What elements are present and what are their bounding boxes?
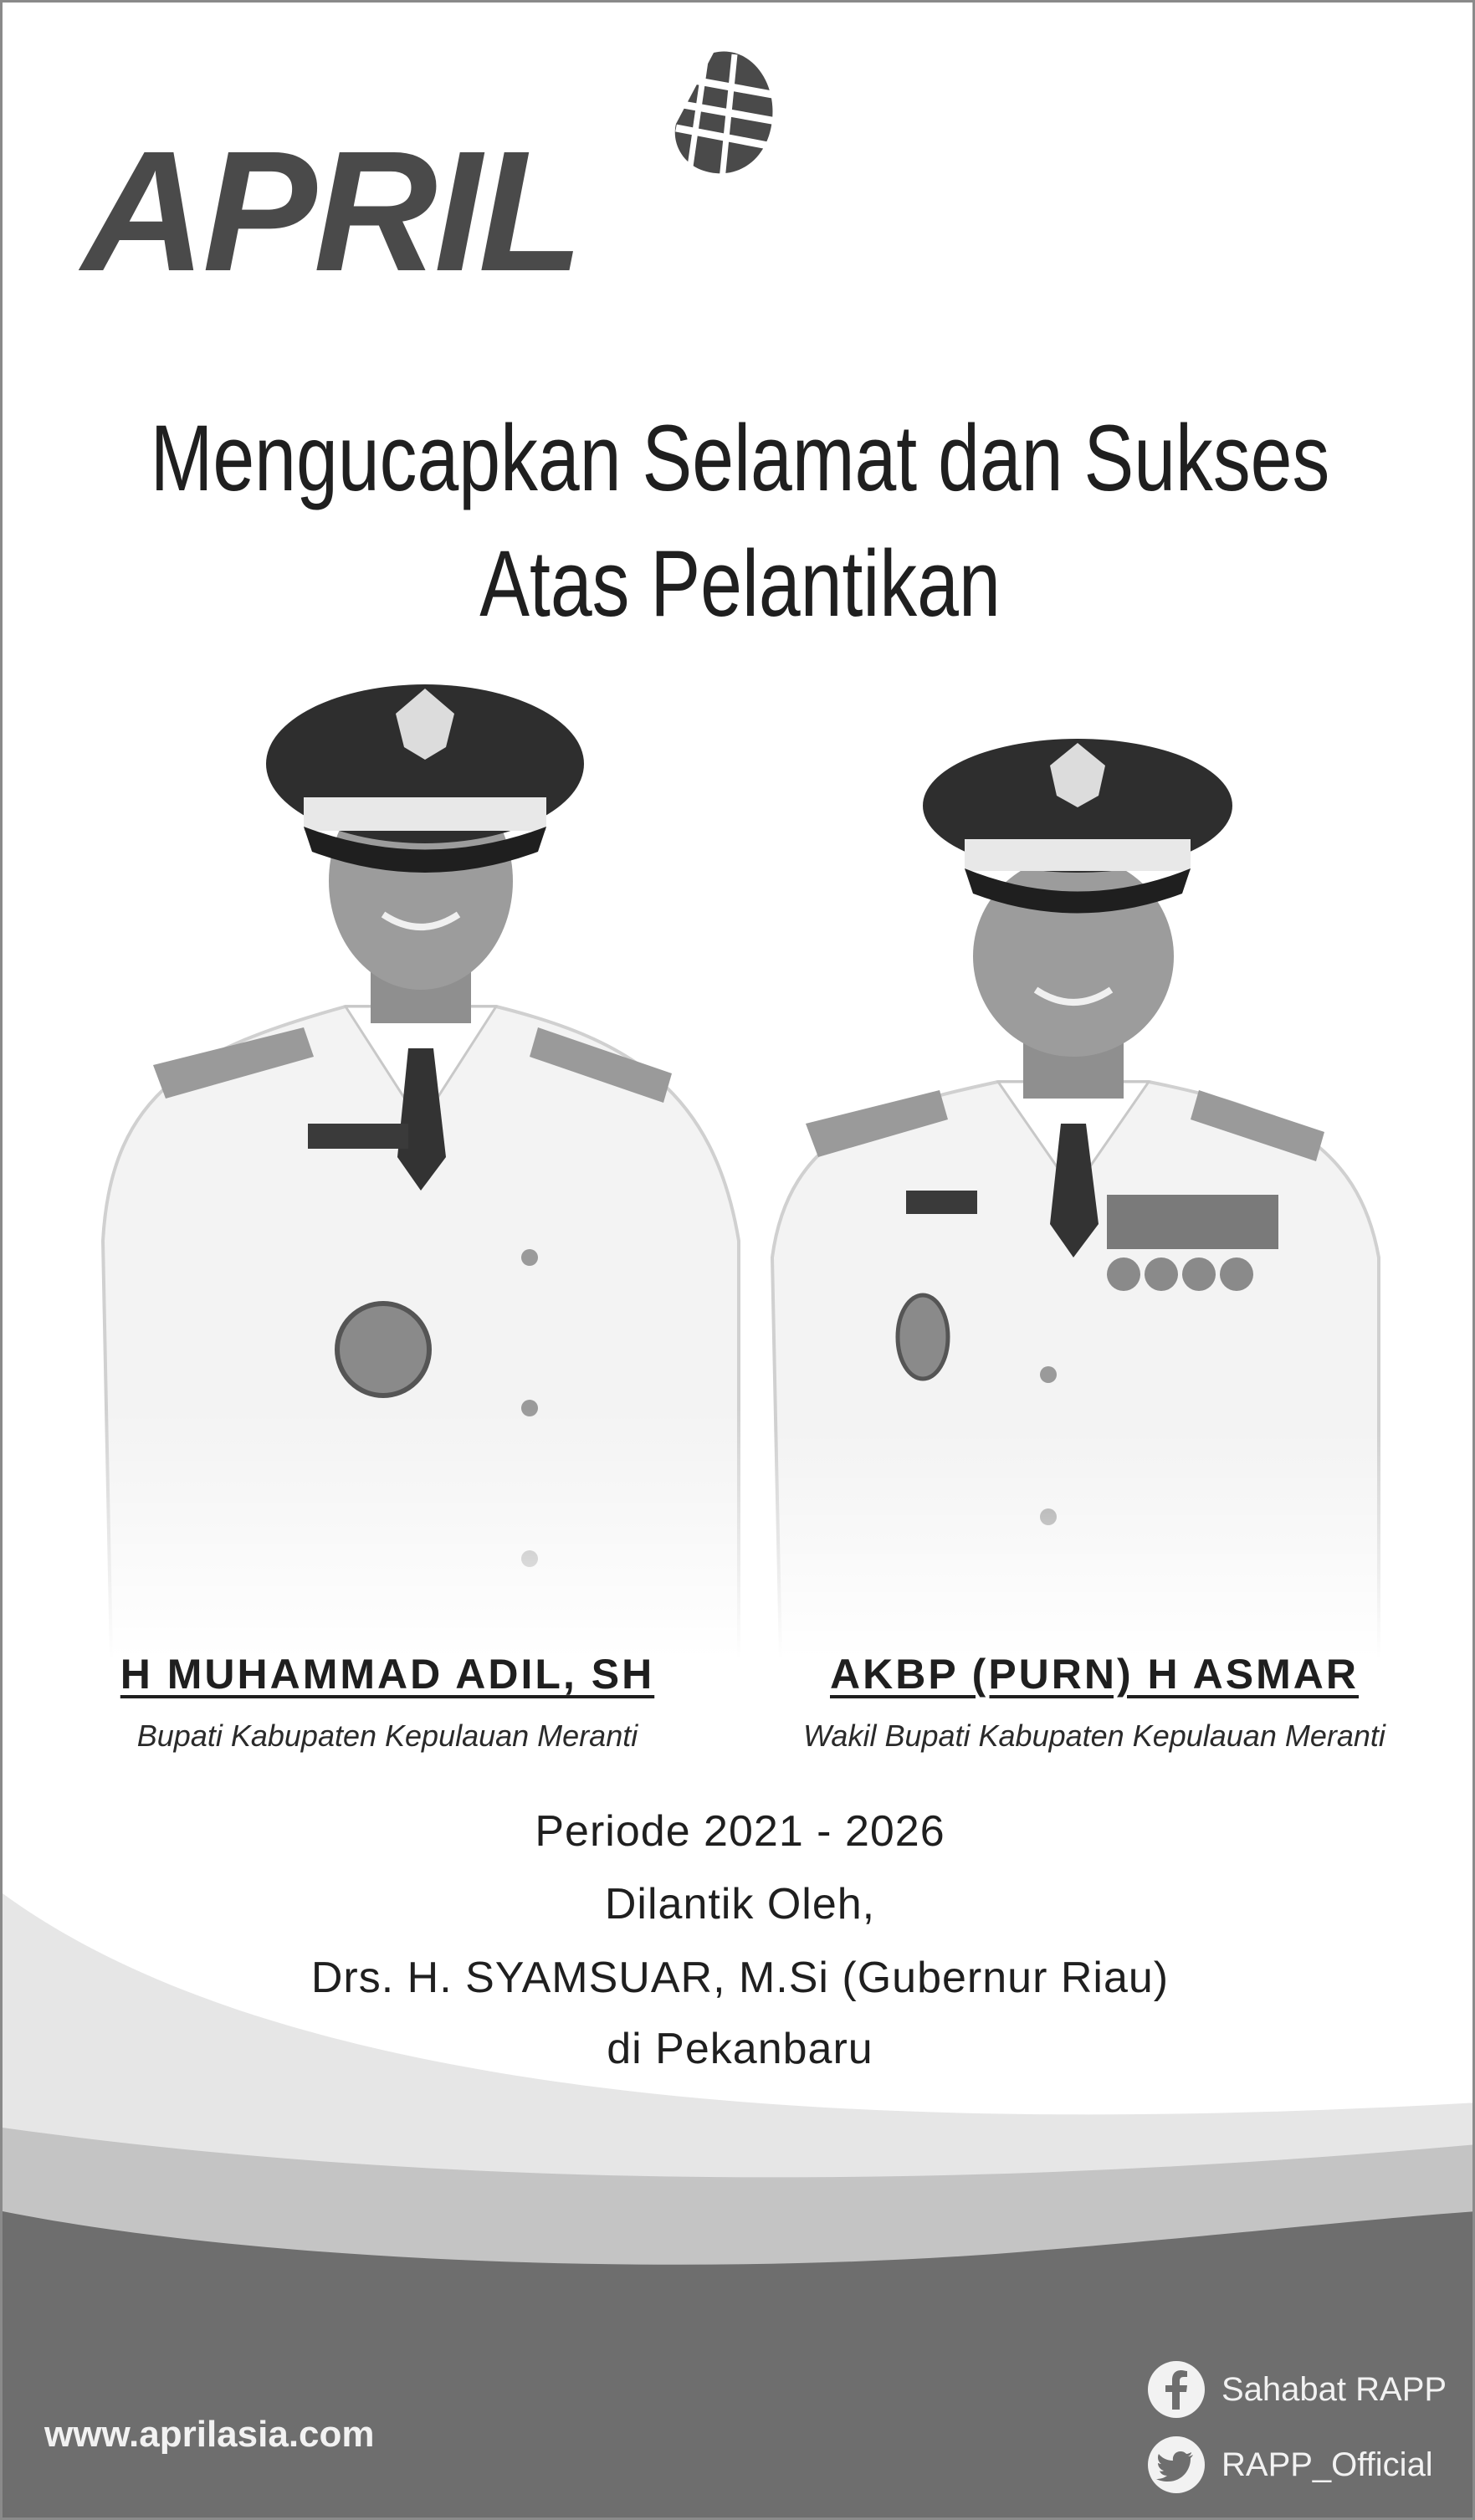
twitter-label: RAPP_Official [1221,2446,1433,2483]
period-text: Periode 2021 - 2026 [535,1807,945,1856]
facebook-label: Sahabat RAPP [1221,2371,1447,2408]
official-name-wakil-bupati: AKBP (PURN) H ASMAR [830,1651,1359,1698]
portrait-wakil-bupati [755,739,1391,1659]
logo-wordmark: APRIL [82,115,580,307]
inaugurated-by-text: Dilantik Oleh, [604,1880,876,1928]
facebook-icon [1145,2358,1208,2421]
official-role-wakil-bupati: Wakil Bupati Kabupaten Kepulauan Meranti [803,1718,1385,1753]
headline-line-1: Mengucapkan Selamat dan Sukses [150,406,1330,510]
april-logo [82,44,785,307]
portrait-bupati [95,655,747,1659]
place-text: di Pekanbaru [607,2025,873,2073]
official-role-bupati: Bupati Kabupaten Kepulauan Meranti [136,1718,638,1753]
headline-line-2: Atas Pelantikan [479,531,1001,636]
facebook-social-link[interactable] [1145,2358,1462,2425]
twitter-social-link[interactable] [1145,2433,1462,2500]
website-link[interactable]: www.aprilasia.com [44,2414,375,2455]
official-name-bupati: H MUHAMMAD ADIL, SH [120,1651,655,1698]
leaf-logo-icon [655,44,781,187]
twitter-icon [1145,2433,1208,2497]
inaugurator-text: Drs. H. SYAMSUAR, M.Si (Gubernur Riau) [310,1954,1170,2002]
